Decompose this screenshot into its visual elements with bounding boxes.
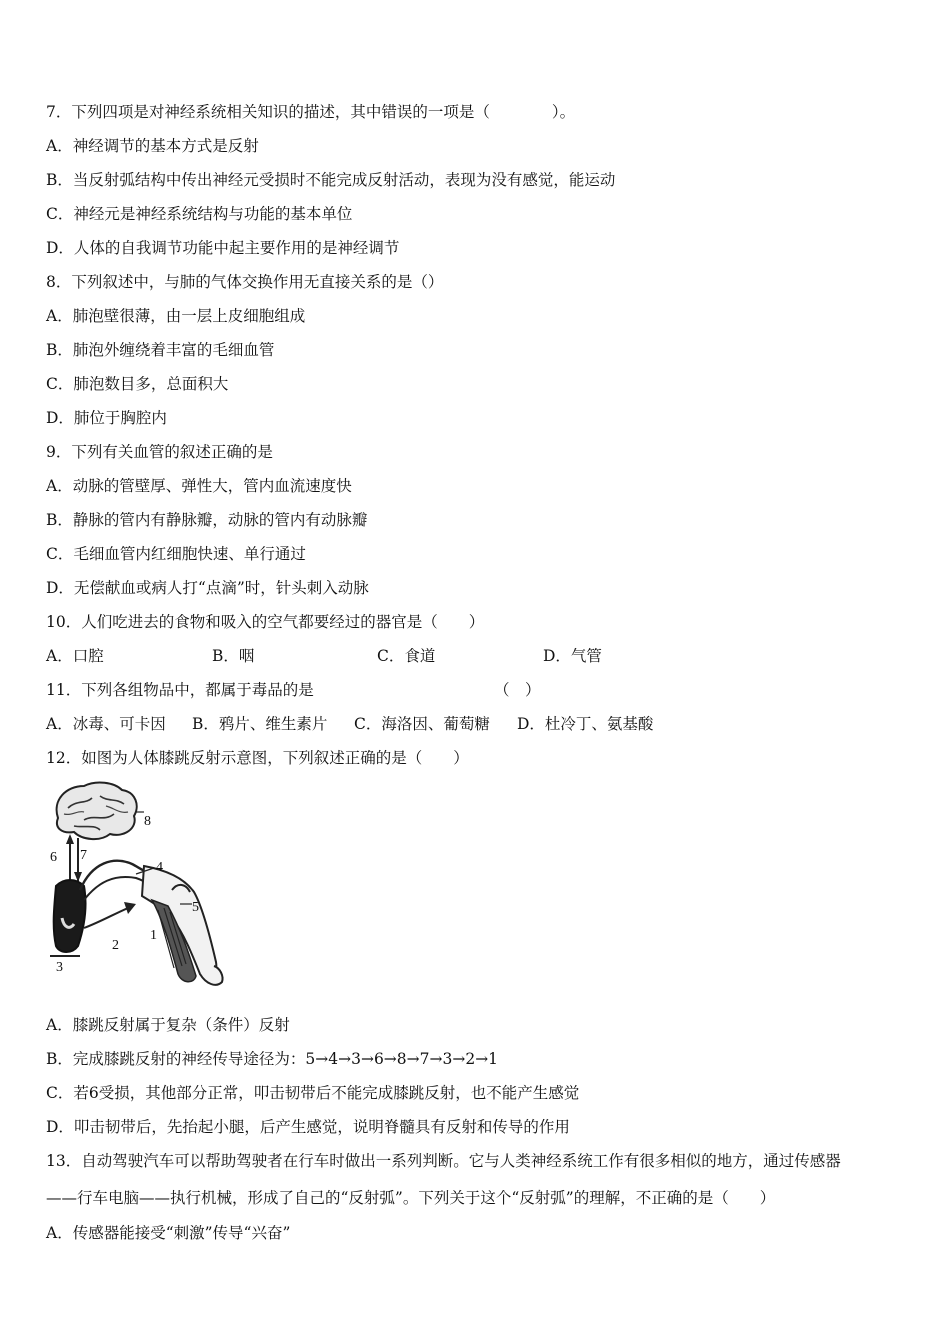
q10-option-b: B．咽 [212, 647, 255, 665]
figure-label-7: 7 [80, 848, 87, 863]
q11-blank: （ ） [494, 681, 541, 699]
figure-label-1: 1 [150, 928, 157, 943]
q9-option-a: A．动脉的管壁厚、弹性大，管内血流速度快 [46, 477, 352, 495]
spinal-cord-shape [54, 880, 86, 952]
figure-label-4: 4 [156, 860, 163, 875]
q8-stem: 8．下列叙述中，与肺的气体交换作用无直接关系的是（） [46, 273, 444, 291]
q13-stem-line2: ——行车电脑——执行机械，形成了自己的“反射弧”。下列关于这个“反射弧”的理解，不正确的是（ ） [46, 1189, 776, 1207]
q9-option-b: B．静脉的管内有静脉瓣，动脉的管内有动脉瓣 [46, 511, 368, 529]
q7-option-d: D．人体的自我调节功能中起主要作用的是神经调节 [46, 239, 400, 257]
q11-stem: 11．下列各组物品中，都属于毒品的是 [46, 681, 314, 699]
q8-option-b: B．肺泡外缠绕着丰富的毛细血管 [46, 341, 275, 359]
q7-option-a: A．神经调节的基本方式是反射 [46, 137, 259, 155]
q12-stem: 12．如图为人体膝跳反射示意图，下列叙述正确的是（ ） [46, 749, 469, 767]
q11-option-a: A．冰毒、可卡因 [46, 715, 166, 733]
knee-reflex-figure [44, 778, 226, 993]
q7-option-c: C．神经元是神经系统结构与功能的基本单位 [46, 205, 353, 223]
q10-stem: 10．人们吃进去的食物和吸入的空气都要经过的器官是（ ） [46, 613, 485, 631]
figure-label-2: 2 [112, 938, 119, 953]
q8-option-c: C．肺泡数目多，总面积大 [46, 375, 229, 393]
figure-label-6: 6 [50, 850, 57, 865]
q10-option-a: A．口腔 [46, 647, 104, 665]
q11-options [46, 714, 746, 734]
q7-option-b: B．当反射弧结构中传出神经元受损时不能完成反射活动，表现为没有感觉，能运动 [46, 171, 616, 189]
q7-stem: 7．下列四项是对神经系统相关知识的描述，其中错误的一项是（ ）。 [46, 103, 576, 121]
figure-label-3: 3 [56, 960, 63, 975]
q12-option-b: B．完成膝跳反射的神经传导途径为：5→4→3→6→8→7→3→2→1 [46, 1050, 499, 1068]
brain-shape [57, 783, 137, 840]
q9-option-d: D．无偿献血或病人打“点滴”时，针头刺入动脉 [46, 579, 369, 597]
q11-option-c: C．海洛因、葡萄糖 [354, 715, 490, 733]
figure-label-5: 5 [192, 900, 199, 915]
q9-stem: 9．下列有关血管的叙述正确的是 [46, 443, 273, 461]
q13-stem-line1: 13．自动驾驶汽车可以帮助驾驶者在行车时做出一系列判断。它与人类神经系统工作有很多相似的地方，通过传感器 [46, 1152, 841, 1170]
q8-option-d: D．肺位于胸腔内 [46, 409, 167, 427]
q8-option-a: A．肺泡壁很薄，由一层上皮细胞组成 [46, 307, 306, 325]
q13-option-a: A．传感器能接受“刺激”传导“兴奋” [46, 1224, 291, 1242]
q9-option-c: C．毛细血管内红细胞快速、单行通过 [46, 545, 306, 563]
knee-reflex-diagram [44, 778, 226, 993]
q12-option-c: C．若6受损，其他部分正常，叩击韧带后不能完成膝跳反射，也不能产生感觉 [46, 1084, 580, 1102]
q11-option-d: D．杜冷丁、氨基酸 [517, 715, 654, 733]
q12-option-a: A．膝跳反射属于复杂（条件）反射 [46, 1016, 290, 1034]
q11-option-b: B．鸦片、维生素片 [192, 715, 328, 733]
q12-option-d: D．叩击韧带后，先抬起小腿，后产生感觉，说明脊髓具有反射和传导的作用 [46, 1118, 570, 1136]
q10-options [46, 646, 746, 666]
q10-option-d: D．气管 [543, 647, 602, 665]
figure-label-8: 8 [144, 814, 151, 829]
q10-option-c: C．食道 [377, 647, 436, 665]
